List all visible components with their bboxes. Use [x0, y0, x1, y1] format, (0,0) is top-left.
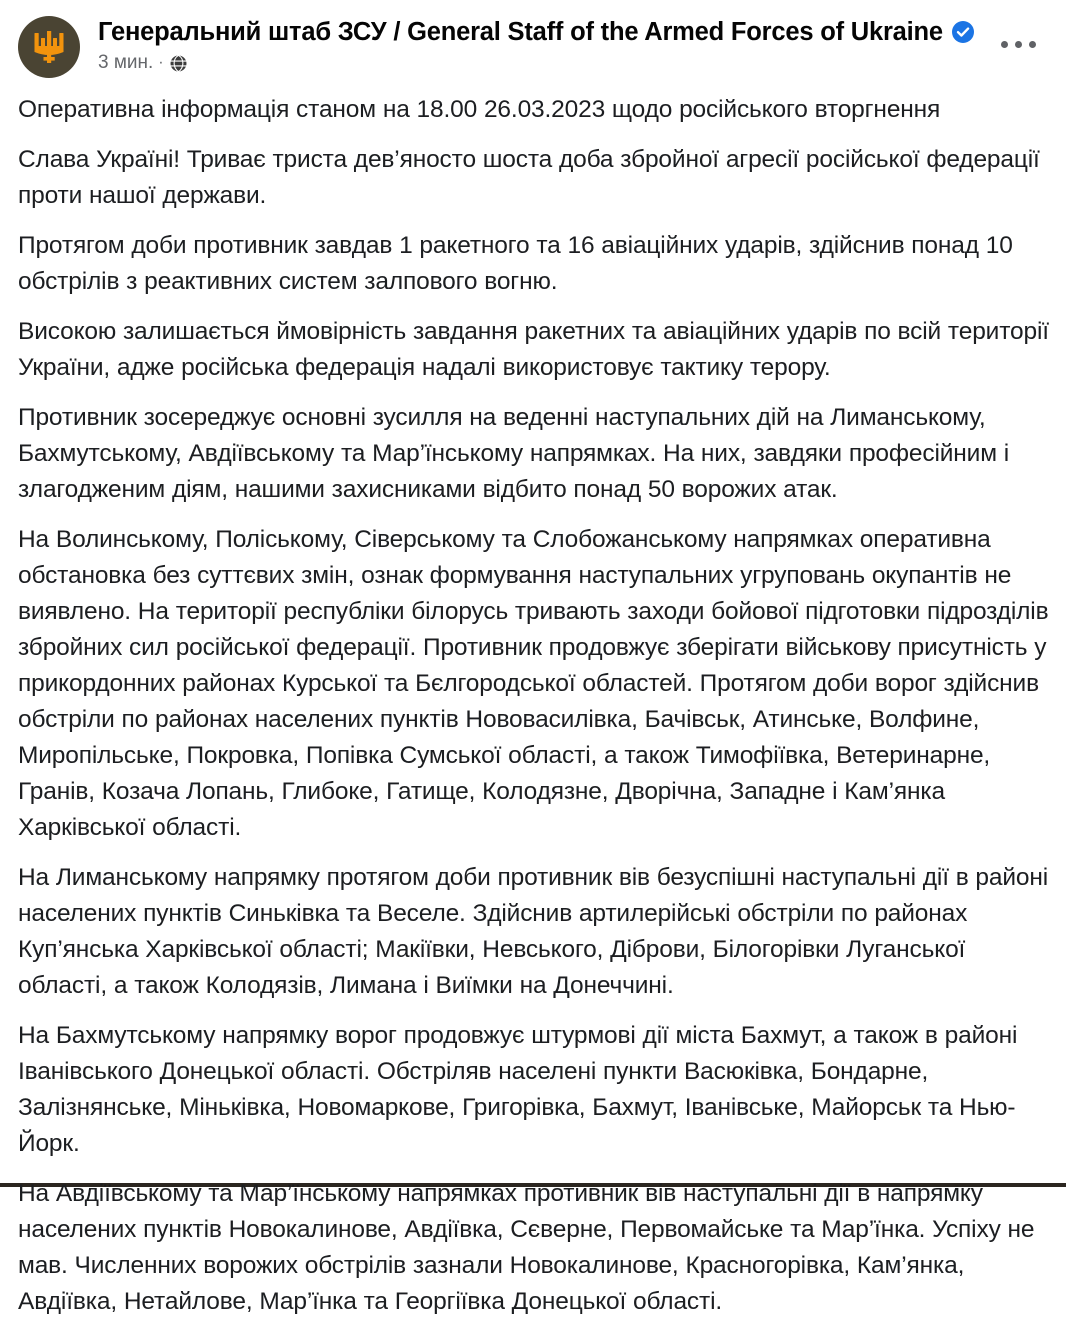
post-paragraph-3: Протягом доби противник завдав 1 ракетного та 16 авіаційних ударів, здійснив понад 10 обстрілів з реактивних систем залпового вогню.	[18, 232, 1013, 295]
post-paragraph-2: Слава Україні! Триває триста дев’яносто шоста доба збройної агресії російської федерації проти нашої держави.	[18, 146, 1040, 209]
ellipsis-dot-3	[1029, 41, 1036, 48]
ellipsis-dot-2	[1015, 41, 1022, 48]
meta-separator: ·	[158, 54, 164, 71]
globe-public-icon[interactable]	[169, 53, 189, 73]
avatar[interactable]	[18, 16, 80, 78]
post-paragraph-5: Противник зосереджує основні зусилля на веденні наступальних дій на Лиманському, Бахмутському, Авдіївському та Мар’їнському напрямках. На них, завдяки професійним і злагодженим діям, нашими захисниками відбито понад 50 ворожих атак.	[18, 404, 1010, 503]
post-body	[0, 86, 1066, 1320]
post-timestamp[interactable]: 3 мин.	[98, 52, 154, 73]
verified-badge-icon	[952, 21, 974, 43]
post-paragraph-7: На Лиманському напрямку протягом доби противник вів безуспішні наступальні дії в районі населених пунктів Синьківка та Веселе. Здійснив артилерійські обстріли по районах Куп’янська Харківської області; Макіївки, Невського, Діброви, Білогорівки Луганської області, а також Колодязів, Лимана і Виїмки на Донеччині.	[18, 864, 1049, 999]
author-name-row	[98, 17, 1048, 47]
post-options-menu-button[interactable]	[996, 31, 1040, 57]
post-paragraph-4: Високою залишається ймовірність завдання ракетних та авіаційних ударів по всій території України, адже російська федерація надалі використовує тактику терору.	[18, 318, 1049, 381]
ellipsis-dot-1	[1001, 41, 1008, 48]
ukraine-trident-emblem-icon	[32, 29, 66, 65]
post-paragraph-6: На Волинському, Поліському, Сіверському та Слобожанському напрямках оперативна обстановка без суттєвих змін, ознак формування наступальних угруповань окупантів не виявлено. На території республіки білорусь тривають заходи бойової підготовки підрозділів збройних сил російської федерації. Противник продовжує зберігати військову присутність у прикордонних районах Курської та Бєлгородської областей. Протягом доби ворог здійснив обстріли по районах населених пунктів Нововасилівка, Бачівськ, Атинське, Волфине, Миропільське, Покровка, Попівка Сумської області, а також Тимофіївка, Ветеринарне, Гранів, Козача Лопань, Глибоке, Гатище, Колодязне, Дворічна, Западне і Кам’янка Харківської області.	[18, 526, 1049, 841]
post-meta	[98, 51, 1048, 75]
page-name[interactable]: Генеральний штаб ЗСУ / General Staff of the Armed Forces of Ukraine	[98, 18, 943, 46]
header-text-block	[98, 16, 1048, 75]
post-paragraph-9: На Авдіївському та Мар’їнському напрямках противник вів наступальні дії в напрямку населених пунктів Новокалинове, Авдіївка, Сєверне, Первомайське та Мар’їнка. Успіху не мав. Численних ворожих обстрілів зазнали Новокалинове, Красногорівка, Кам’янка, Авдіївка, Нетайлове, Мар’їнка та Георгіївка Донецької області.	[18, 1180, 1035, 1315]
post-paragraph-1: Оперативна інформація станом на 18.00 26.03.2023 щодо російського вторгнення	[18, 96, 941, 123]
post-paragraph-8: На Бахмутському напрямку ворог продовжує штурмові дії міста Бахмут, а також в районі Іванівського Донецької області. Обстріляв населені пункти Васюківка, Бондарне, Залізнянське, Міньківка, Новомаркове, Григорівка, Бахмут, Іванівське, Майорськ та Нью-Йорк.	[18, 1022, 1018, 1157]
post-header	[0, 0, 1066, 86]
